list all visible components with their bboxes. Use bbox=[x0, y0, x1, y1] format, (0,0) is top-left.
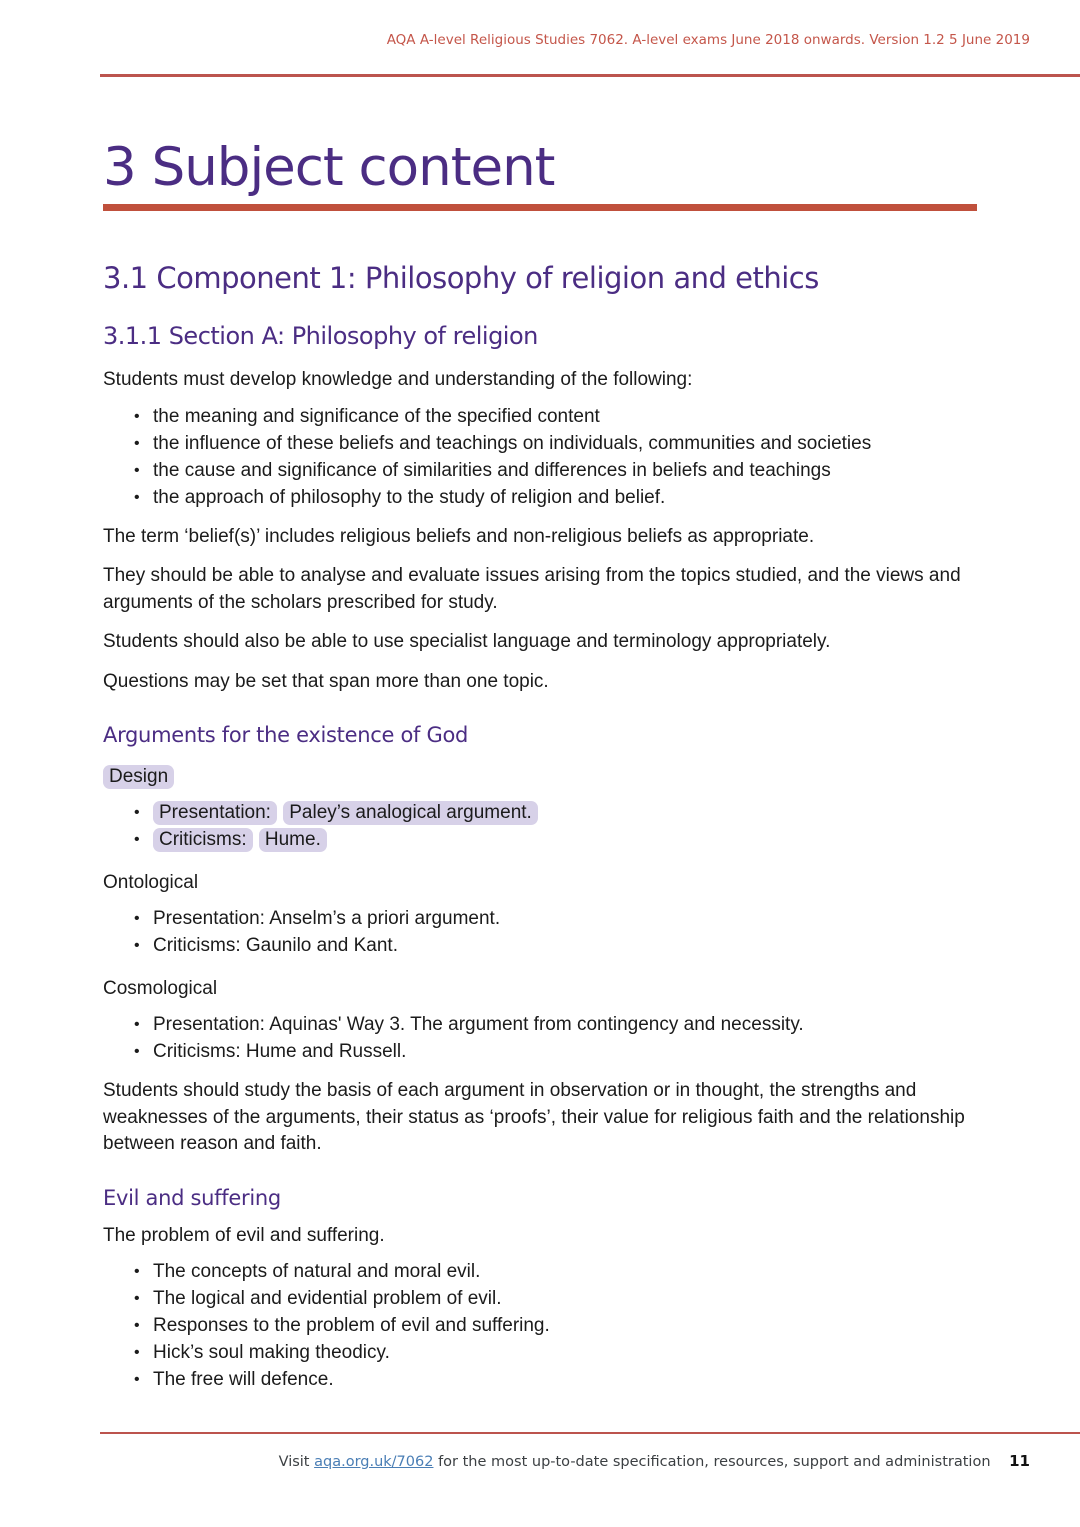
title-underline bbox=[103, 204, 977, 211]
ontological-bullet-list bbox=[103, 905, 1024, 959]
highlighted-text: Hume. bbox=[259, 828, 327, 852]
footer bbox=[279, 1452, 1030, 1470]
term-cosmological: Cosmological bbox=[103, 978, 218, 1000]
evil-lead: The problem of evil and suffering. bbox=[103, 1224, 385, 1246]
list-item: • The free will defence. bbox=[103, 1366, 1024, 1393]
footer-prefix: Visit bbox=[278, 1454, 310, 1470]
intro-paragraph: Students should also be able to use specialist language and terminology appropriately. bbox=[103, 631, 831, 653]
highlighted-text: Criticisms: bbox=[153, 828, 253, 852]
list-item: • Hick’s soul making theodicy. bbox=[103, 1339, 1024, 1366]
list-item: • The logical and evidential problem of evil. bbox=[103, 1285, 1024, 1312]
intro-lead: Students must develop knowledge and understanding of the following: bbox=[103, 369, 693, 391]
list-item: • the influence of these beliefs and teachings on individuals, communities and societies bbox=[103, 430, 1024, 457]
subsection-title: 3.1.1 Section A: Philosophy of religion bbox=[103, 322, 538, 351]
section-title: 3.1 Component 1: Philosophy of religion and ethics bbox=[103, 261, 819, 296]
highlighted-term: Design bbox=[103, 765, 174, 789]
list-item: • the meaning and significance of the specified content bbox=[103, 403, 1024, 430]
list-item: • Responses to the problem of evil and suffering. bbox=[103, 1312, 1024, 1339]
page-content bbox=[0, 139, 1080, 1393]
list-item-highlighted bbox=[103, 799, 1024, 826]
footer-rule bbox=[100, 1432, 1080, 1434]
list-item: • The concepts of natural and moral evil. bbox=[103, 1258, 1024, 1285]
page-number: 11 bbox=[1009, 1452, 1030, 1470]
header-rule bbox=[100, 74, 1080, 77]
page-title: 3 Subject content bbox=[103, 137, 555, 198]
header-meta: AQA A-level Religious Studies 7062. A-level exams June 2018 onwards. Version 1.2 5 June 2019 bbox=[386, 32, 1030, 48]
evil-bullet-list bbox=[103, 1258, 1024, 1393]
arguments-closing-paragraph: Students should study the basis of each argument in observation or in thought, the strengths and weaknesses of the arguments, their status as ‘proofs’, their value for religious faith and the relationship between reason and faith. bbox=[103, 1080, 965, 1155]
list-item: • Presentation: Anselm’s a priori argument. bbox=[103, 905, 1024, 932]
list-item: • Criticisms: Hume and Russell. bbox=[103, 1038, 1024, 1065]
intro-bullet-list bbox=[103, 403, 1024, 511]
intro-paragraph: Questions may be set that span more than one topic. bbox=[103, 670, 549, 692]
term-ontological: Ontological bbox=[103, 872, 199, 894]
topic-heading-evil: Evil and suffering bbox=[103, 1185, 281, 1210]
highlighted-text: Paley’s analogical argument. bbox=[283, 801, 538, 825]
list-item: • Criticisms: Gaunilo and Kant. bbox=[103, 932, 1024, 959]
footer-link[interactable]: aqa.org.uk/7062 bbox=[314, 1454, 434, 1470]
list-item: • Presentation: Aquinas' Way 3. The argument from contingency and necessity. bbox=[103, 1011, 1024, 1038]
topic-heading-arguments: Arguments for the existence of God bbox=[103, 723, 469, 748]
list-item: • the cause and significance of similarities and differences in beliefs and teachings bbox=[103, 457, 1024, 484]
design-bullet-list bbox=[103, 799, 1024, 853]
term-design bbox=[103, 763, 1024, 790]
list-item: • the approach of philosophy to the study of religion and belief. bbox=[103, 484, 1024, 511]
highlighted-text: Presentation: bbox=[153, 801, 277, 825]
list-item-highlighted bbox=[103, 826, 1024, 853]
footer-suffix: for the most up-to-date specification, resources, support and administration bbox=[438, 1454, 991, 1470]
cosmological-bullet-list bbox=[103, 1011, 1024, 1065]
intro-paragraph: They should be able to analyse and evaluate issues arising from the topics studied, and the views and arguments of the scholars prescribed for study. bbox=[103, 565, 961, 613]
intro-paragraph: The term ‘belief(s)’ includes religious beliefs and non-religious beliefs as appropriate. bbox=[103, 525, 815, 547]
